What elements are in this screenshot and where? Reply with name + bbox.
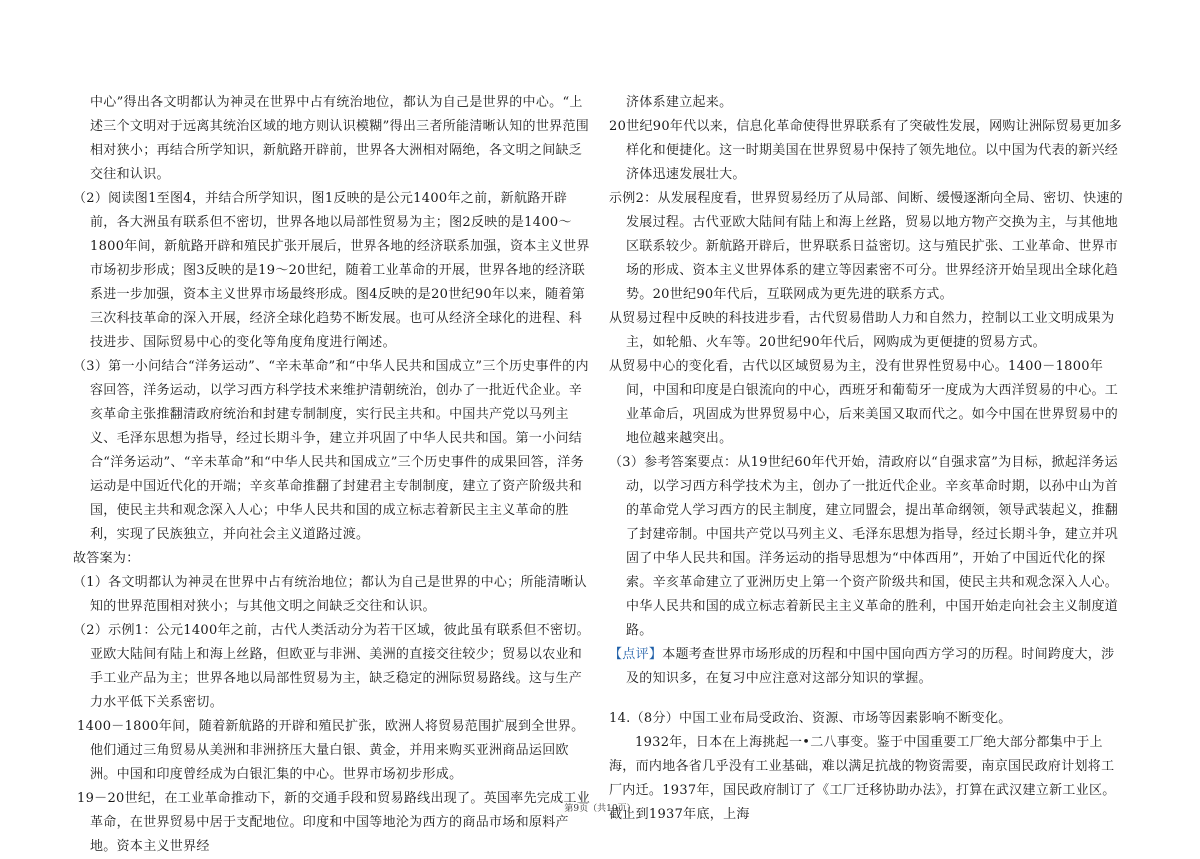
page-footer: 第9页（共10页） <box>564 804 636 814</box>
left-column <box>73 91 591 859</box>
paragraph: （1）各文明都认为神灵在世界中占有统治地位；都认为自己是世界的中心；所能清晰认知的世界范围相对狭小；与其他文明之间缺乏交往和认识。 <box>73 575 587 614</box>
paragraph: 19－20世纪，在工业革命推动下，新的交通手段和贸易路线出现了。英国率先完成工业革命，在世界贸易中居于支配地位。印度和中国等地沦为西方的商品市场和原料产地。资本主义世界经 <box>77 791 591 854</box>
paragraph: 20世纪90年代以来，信息化革命使得世界联系有了突破性发展，网购让洲际贸易更加多样化和便捷化。这一时期美国在世界贸易中保持了领先地位。以中国为代表的新兴经济体迅速发展壮大。 <box>609 119 1123 182</box>
paragraph: （3）参考答案要点：从19世纪60年代开始，清政府以“自强求富”为目标，掀起洋务运动，以学习西方科学技术为主，创办了一批近代企业。辛亥革命时期，以孙中山为首的革命党人学习西方的民主制度，建立同盟会，提出革命纲领，领导武装起义，推翻了封建帝制。中国共产党以马列主义、毛泽东思想为指导，经过长期斗争，建立并巩固了中华人民共和国。洋务运动的指导思想为“中体西用”，开始了中国近代化的探索。辛亥革命建立了亚洲历史上第一个资产阶级共和国，使民主共和观念深入人心。中华人民共和国的成立标志着新民主主义革命的胜利，中国开始走向社会主义制度道路。 <box>609 455 1119 638</box>
comment-tag: 【点评】 <box>609 647 663 662</box>
comment-paragraph <box>609 643 1127 691</box>
question-14-heading: 14.（8分）中国工业布局受政治、资源、市场等因素影响不断变化。 <box>609 711 1012 726</box>
paragraph: （2）示例1：公元1400年之前，古代人类活动分为若干区域，彼此虽有联系但不密切。亚欧大陆间有陆上和海上丝路，但欧亚与非洲、美洲的直接交往较少；贸易以农业和手工业产品为主；世界各地以局部性贸易为主，缺乏稳定的洲际贸易路线。这与生产力水平低下关系密切。 <box>73 623 590 710</box>
paragraph: 1400－1800年间，随着新航路的开辟和殖民扩张，欧洲人将贸易范围扩展到全世界。他们通过三角贸易从美洲和非洲挤压大量白银、黄金，并用来购买亚洲商品运回欧洲。中国和印度曾经成为白银汇集的中心。世界市场初步形成。 <box>77 719 585 782</box>
question-14-body: 1932年，日本在上海挑起一•二八事变。鉴于中国重要工厂绝大部分都集中于上海，而内地各省几乎没有工业基础，难以满足抗战的物资需要，南京国民政府计划将工厂内迁。1937年，国民政府制订了《工厂迁移协助办法》，打算在武汉建立新工业区。截止到1937年底，上海 <box>609 735 1116 822</box>
paragraph: 从贸易中心的变化看，古代以区域贸易为主，没有世界性贸易中心。1400－1800年间，中国和印度是白银流向的中心，西班牙和葡萄牙一度成为大西洋贸易的中心。工业革命后，巩固成为世界贸易中心，后来美国又取而代之。如今中国在世界贸易中的地位越来越突出。 <box>609 359 1119 446</box>
paragraph: 济体系建立起来。 <box>626 95 733 110</box>
paragraph: （2）阅读图1至图4，并结合所学知识，图1反映的是公元1400年之前，新航路开辟前，各大洲虽有联系但不密切，世界各地以局部性贸易为主；图2反映的是1400～1800年间，新航路开辟和殖民扩张开展后，世界各地的经济联系加强，资本主义世界市场初步形成；图3反映的是19～20世纪，随着工业革命的开展，世界各地的经济联系进一步加强，资本主义世界市场最终形成。图4反映的是20世纪90年以来，随着第三次科技革命的深入开展，经济全球化趋势不断发展。也可从经济全球化的进程、科技进步、国际贸易中心的变化等角度角度进行阐述。 <box>73 191 590 350</box>
paragraph: 示例2：从发展程度看，世界贸易经历了从局部、间断、缓慢逐渐向全局、密切、快速的发展过程。古代亚欧大陆间有陆上和海上丝路，贸易以地方物产交换为主，与其他地区联系较少。新航路开辟后，世界联系日益密切。这与殖民扩张、工业革命、世界市场的形成、资本主义世界体系的建立等因素密不可分。世界经济开始呈现出全球化趋势。20世纪90年代后，互联网成为更先进的联系方式。 <box>609 191 1123 302</box>
comment-text: 本题考查世界市场形成的历程和中国中国向西方学习的历程。时间跨度大，涉及的知识多，在复习中应注意对这部分知识的掌握。 <box>626 647 1115 686</box>
paragraph: （3）第一小问结合“洋务运动”、“辛未革命”和“中华人民共和国成立”三个历史事件的内容回答，洋务运动，以学习西方科学技术来维护清朝统治，创办了一批近代企业。辛亥革命主张推翻清政府统治和封建专制制度，实行民主共和。中国共产党以马列主义、毛泽东思想为指导，经过长期斗争，建立并巩固了中华人民共和国。第一小问结合“洋务运动”、“辛未革命”和“中华人民共和国成立”三个历史事件的成果回答，洋务运动是中国近代化的开端；辛亥革命推翻了封建君主专制制度，建立了资产阶级共和国，使民主共和观念深入人心；中华人民共和国的成立标志着新民主主义革命的胜利，实现了民族独立，并向社会主义道路过渡。 <box>73 359 589 542</box>
right-column <box>609 91 1127 827</box>
answer-label: 故答案为： <box>73 551 140 566</box>
paragraph: 从贸易过程中反映的科技进步看，古代贸易借助人力和自然力，控制以工业文明成果为主，如轮船、火车等。20世纪90年代后，网购成为更便捷的贸易方式。 <box>609 311 1115 350</box>
paragraph: 中心”得出各文明都认为神灵在世界中占有统治地位，都认为自己是世界的中心。“上述三个文明对于远离其统治区域的地方则认识模糊”得出三者所能清晰认知的世界范围相对狭小；再结合所学知识，新航路开辟前，世界各大洲相对隔绝，各文明之间缺乏交往和认识。 <box>90 95 590 182</box>
